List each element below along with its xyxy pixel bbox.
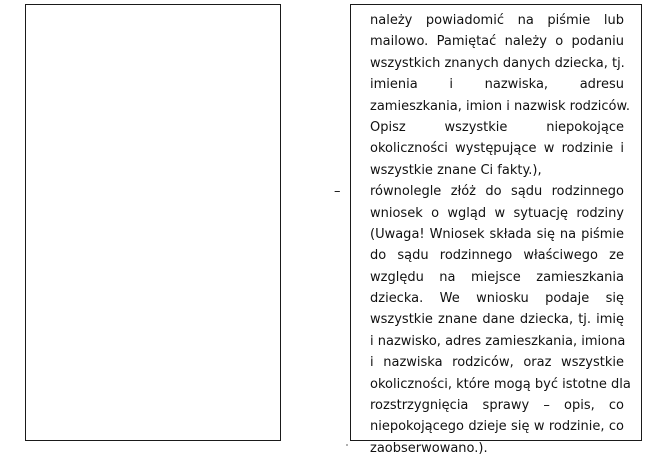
bullet-line xyxy=(334,181,624,202)
text-line: rozstrzygnięcia sprawy – opis, co xyxy=(370,398,624,414)
text-line: okoliczności występujące w rodzinie i xyxy=(370,141,624,157)
text-line: dziecka. We wniosku podaje się xyxy=(370,291,624,307)
text-line: i nazwiska rodziców, oraz wszystkie xyxy=(370,355,624,371)
text-line: mailowo. Pamiętać należy o podaniu xyxy=(370,34,624,50)
text-line: Opisz wszystkie niepokojące xyxy=(370,119,624,135)
text-line: względu na miejsce zamieszkania xyxy=(370,269,624,285)
scan-dot xyxy=(346,444,348,446)
text-line: wszystkie znane Ci fakty.), xyxy=(370,162,542,178)
text-line: i nazwisko, adres zamieszkania, imiona xyxy=(370,333,626,349)
bullet-dash: – xyxy=(334,184,341,200)
text-line: wszystkich znanych danych dziecka, tj. xyxy=(370,55,625,71)
text-line: imienia i nazwiska, adresu xyxy=(370,77,624,93)
text-line: do sądu rodzinnego właściwego ze xyxy=(370,248,624,264)
text-line: zaobserwowano.). xyxy=(370,440,488,456)
text-line: (Uwaga! Wniosek składa się na piśmie xyxy=(370,226,624,242)
text-line: wniosek o wgląd w sytuację rodziny xyxy=(370,205,624,221)
text-line: wszystkie znane dane dziecka, tj. imię xyxy=(370,312,624,328)
right-page xyxy=(334,4,642,456)
text-line: zamieszkania, imion i nazwisk rodziców. xyxy=(370,98,631,114)
text-line: należy powiadomić na piśmie lub xyxy=(370,13,624,28)
text-line: równolegle złóż do sądu rodzinnego xyxy=(370,184,624,200)
text-line: niepokojącego dzieje się w rodzinie, co xyxy=(370,419,624,435)
left-page xyxy=(25,4,281,441)
document-text xyxy=(334,10,631,459)
text-line: okoliczności, które mogą być istotne dla xyxy=(370,376,631,392)
